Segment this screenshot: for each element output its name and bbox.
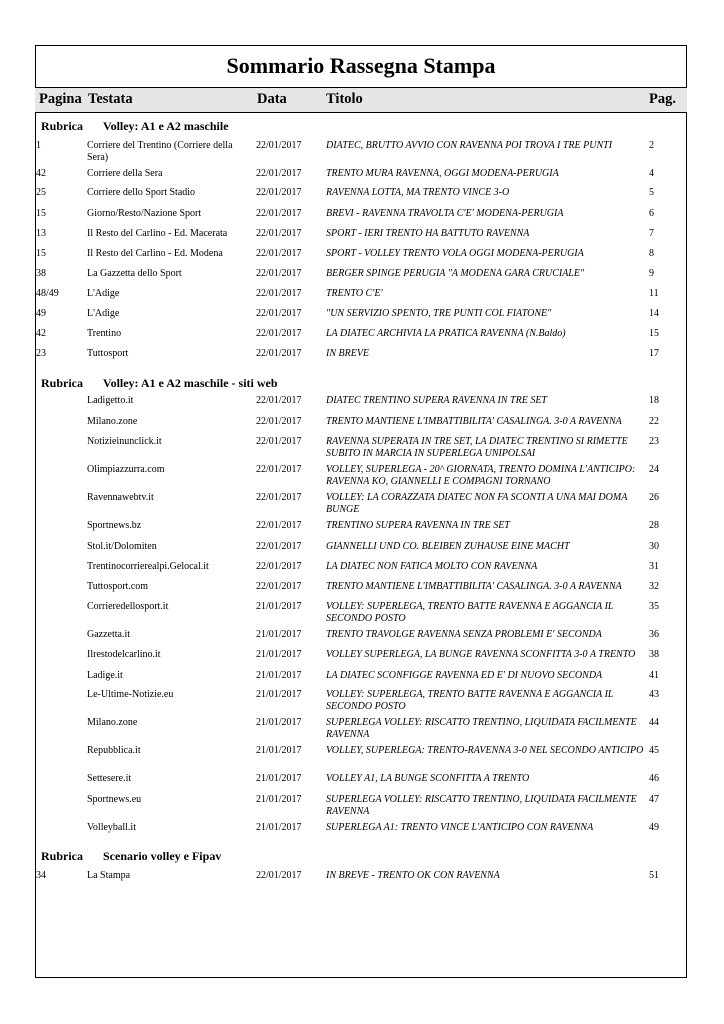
cell-titolo: SPORT - VOLLEY TRENTO VOLA OGGI MODENA-PERUGIA (326, 248, 584, 259)
cell-titolo: VOLLEY, SUPERLEGA - 20^ GIORNATA, TRENTO DOMINA L'ANTICIPO: RAVENNA KO, GIANNELLI E COMPAGNI TORNANO (326, 464, 636, 487)
cell-pag: 26 (649, 492, 659, 503)
cell-data: 21/01/2017 (256, 629, 302, 640)
cell-testata: Ladigetto.it (87, 395, 134, 406)
cell-pag: 8 (649, 248, 654, 259)
cell-titolo: LA DIATEC ARCHIVIA LA PRATICA RAVENNA (N.Baldo) (326, 328, 566, 339)
cell-testata: L'Adige (87, 308, 120, 319)
cell-data: 21/01/2017 (256, 601, 302, 612)
cell-data: 22/01/2017 (256, 395, 302, 406)
cell-pagina: 42 (36, 168, 46, 179)
cell-pagina: 15 (36, 208, 46, 219)
rubrica-name: Volley: A1 e A2 maschile (103, 119, 229, 133)
cell-testata: Corriere dello Sport Stadio (87, 187, 196, 198)
cell-data: 22/01/2017 (256, 436, 302, 447)
cell-data: 22/01/2017 (256, 561, 302, 572)
cell-pag: 35 (649, 601, 659, 612)
cell-data: 21/01/2017 (256, 822, 302, 833)
table-header (35, 87, 687, 113)
cell-testata: Notizieinunclick.it (87, 436, 162, 447)
cell-data: 22/01/2017 (256, 541, 302, 552)
cell-testata: Ladige.it (87, 670, 123, 681)
cell-data: 21/01/2017 (256, 773, 302, 784)
cell-pag: 6 (649, 208, 654, 219)
cell-titolo: SUPERLEGA A1: TRENTO VINCE L'ANTICIPO CON RAVENNA (326, 822, 594, 833)
cell-pag: 2 (649, 140, 654, 151)
header-testata: Testata (88, 91, 133, 107)
cell-titolo: IN BREVE (326, 348, 370, 359)
cell-pagina: 49 (36, 308, 46, 319)
cell-data: 22/01/2017 (256, 187, 302, 198)
cell-data: 22/01/2017 (256, 288, 302, 299)
cell-pagina: 42 (36, 328, 46, 339)
cell-pag: 45 (649, 745, 659, 756)
cell-titolo: "UN SERVIZIO SPENTO, TRE PUNTI COL FIATONE" (326, 308, 552, 319)
cell-titolo: BERGER SPINGE PERUGIA "A MODENA GARA CRUCIALE" (326, 268, 585, 279)
cell-titolo: SUPERLEGA VOLLEY: RISCATTO TRENTINO, LIQUIDATA FACILMENTE RAVENNA (326, 794, 637, 817)
cell-data: 22/01/2017 (256, 228, 302, 239)
cell-titolo: VOLLEY A1, LA BUNGE SCONFITTA A TRENTO (326, 773, 530, 784)
cell-data: 21/01/2017 (256, 689, 302, 700)
cell-titolo: TRENTO MANTIENE L'IMBATTIBILITA' CASALINGA. 3-0 A RAVENNA (326, 416, 622, 427)
cell-pagina: 48/49 (36, 288, 59, 299)
cell-titolo: SUPERLEGA VOLLEY: RISCATTO TRENTINO, LIQUIDATA FACILMENTE RAVENNA (326, 717, 637, 740)
cell-data: 21/01/2017 (256, 745, 302, 756)
cell-testata: Milano.zone (87, 717, 138, 728)
header-data: Data (257, 91, 287, 107)
header-pag: Pag. (649, 91, 676, 107)
cell-pagina: 25 (36, 187, 46, 198)
cell-titolo: VOLLEY: SUPERLEGA, TRENTO BATTE RAVENNA E AGGANCIA IL SECONDO POSTO (326, 689, 614, 712)
cell-titolo: TRENTO C'E' (326, 288, 383, 299)
cell-pag: 7 (649, 228, 654, 239)
cell-testata: Sportnews.bz (87, 520, 142, 531)
cell-data: 22/01/2017 (256, 870, 302, 881)
header-pagina: Pagina (39, 91, 82, 107)
cell-titolo: GIANNELLI UND CO. BLEIBEN ZUHAUSE EINE MACHT (326, 541, 570, 552)
cell-pag: 30 (649, 541, 659, 552)
cell-pag: 32 (649, 581, 659, 592)
cell-pag: 38 (649, 649, 659, 660)
cell-testata: Trentinocorrierealpi.Gelocal.it (87, 561, 209, 572)
cell-testata: Ravennawebtv.it (87, 492, 154, 503)
cell-data: 22/01/2017 (256, 140, 302, 151)
cell-testata: Corriere del Trentino (Corriere della Sera) (87, 140, 233, 163)
cell-data: 21/01/2017 (256, 670, 302, 681)
cell-data: 22/01/2017 (256, 208, 302, 219)
cell-titolo: LA DIATEC NON FATICA MOLTO CON RAVENNA (326, 561, 538, 572)
cell-titolo: VOLLEY, SUPERLEGA: TRENTO-RAVENNA 3-0 NEL SECONDO ANTICIPO (326, 745, 644, 756)
cell-pagina: 15 (36, 248, 46, 259)
cell-titolo: DIATEC TRENTINO SUPERA RAVENNA IN TRE SET (326, 395, 547, 406)
cell-pag: 31 (649, 561, 659, 572)
cell-titolo: TRENTINO SUPERA RAVENNA IN TRE SET (326, 520, 510, 531)
cell-testata: Olimpiazzurra.com (87, 464, 165, 475)
cell-pagina: 13 (36, 228, 46, 239)
cell-testata: Le-Ultime-Notizie.eu (87, 689, 174, 700)
cell-pag: 15 (649, 328, 659, 339)
cell-titolo: DIATEC, BRUTTO AVVIO CON RAVENNA POI TROVA I TRE PUNTI (326, 140, 613, 151)
cell-pag: 46 (649, 773, 659, 784)
cell-data: 22/01/2017 (256, 308, 302, 319)
cell-testata: Repubblica.it (87, 745, 141, 756)
cell-pag: 24 (649, 464, 659, 475)
cell-testata: Il Resto del Carlino - Ed. Modena (87, 248, 223, 259)
cell-testata: Stol.it/Dolomiten (87, 541, 157, 552)
cell-testata: La Gazzetta dello Sport (87, 268, 182, 279)
rubrica-label: Rubrica (41, 119, 83, 133)
header-titolo: Titolo (326, 91, 363, 107)
cell-testata: L'Adige (87, 288, 120, 299)
cell-titolo: VOLLEY: SUPERLEGA, TRENTO BATTE RAVENNA E AGGANCIA IL SECONDO POSTO (326, 601, 614, 624)
cell-testata: Sportnews.eu (87, 794, 142, 805)
cell-pag: 51 (649, 870, 659, 881)
cell-data: 22/01/2017 (256, 464, 302, 475)
cell-data: 21/01/2017 (256, 649, 302, 660)
cell-pag: 18 (649, 395, 659, 406)
cell-pagina: 1 (36, 140, 41, 151)
cell-titolo: TRENTO MURA RAVENNA, OGGI MODENA-PERUGIA (326, 168, 559, 179)
cell-data: 22/01/2017 (256, 348, 302, 359)
cell-titolo: RAVENNA LOTTA, MA TRENTO VINCE 3-O (326, 187, 510, 198)
cell-titolo: TRENTO TRAVOLGE RAVENNA SENZA PROBLEMI E' SECONDA (326, 629, 602, 640)
cell-pag: 47 (649, 794, 659, 805)
cell-pag: 28 (649, 520, 659, 531)
cell-pag: 11 (649, 288, 659, 299)
cell-pag: 36 (649, 629, 659, 640)
cell-titolo: RAVENNA SUPERATA IN TRE SET, LA DIATEC TRENTINO SI RIMETTE SUBITO IN MARCIA IN SUPERLEGA UNIPOLSAI (326, 436, 628, 459)
cell-pag: 5 (649, 187, 654, 198)
cell-data: 21/01/2017 (256, 717, 302, 728)
cell-pag: 14 (649, 308, 659, 319)
cell-pag: 4 (649, 168, 654, 179)
cell-testata: La Stampa (87, 870, 131, 881)
cell-testata: Milano.zone (87, 416, 138, 427)
cell-titolo: TRENTO MANTIENE L'IMBATTIBILITA' CASALINGA. 3-0 A RAVENNA (326, 581, 622, 592)
cell-data: 22/01/2017 (256, 520, 302, 531)
cell-pagina: 34 (36, 870, 46, 881)
rubrica-name: Volley: A1 e A2 maschile - siti web (103, 376, 278, 390)
cell-testata: Volleyball.it (87, 822, 136, 833)
cell-pag: 22 (649, 416, 659, 427)
cell-titolo: BREVI - RAVENNA TRAVOLTA C'E' MODENA-PERUGIA (326, 208, 564, 219)
cell-data: 22/01/2017 (256, 168, 302, 179)
cell-pag: 49 (649, 822, 659, 833)
cell-data: 21/01/2017 (256, 794, 302, 805)
cell-pag: 44 (649, 717, 659, 728)
cell-testata: Corrieredellosport.it (87, 601, 169, 612)
cell-testata: Trentino (87, 328, 122, 339)
cell-pagina: 38 (36, 268, 46, 279)
rubrica-label: Rubrica (41, 376, 83, 390)
cell-pag: 9 (649, 268, 654, 279)
rubrica-name: Scenario volley e Fipav (103, 849, 222, 863)
cell-titolo: VOLLEY SUPERLEGA, LA BUNGE RAVENNA SCONFITTA 3-0 A TRENTO (326, 649, 636, 660)
cell-data: 22/01/2017 (256, 416, 302, 427)
cell-testata: Corriere della Sera (87, 168, 163, 179)
cell-testata: Ilrestodelcarlino.it (87, 649, 161, 660)
cell-pag: 41 (649, 670, 659, 681)
cell-testata: Tuttosport (87, 348, 129, 359)
cell-testata: Gazzetta.it (87, 629, 131, 640)
cell-pagina: 23 (36, 348, 46, 359)
cell-pag: 43 (649, 689, 659, 700)
cell-testata: Giorno/Resto/Nazione Sport (87, 208, 202, 219)
page-title: Sommario Rassegna Stampa (226, 53, 496, 78)
cell-titolo: LA DIATEC SCONFIGGE RAVENNA ED E' DI NUOVO SECONDA (326, 670, 603, 681)
cell-pag: 23 (649, 436, 659, 447)
cell-titolo: VOLLEY: LA CORAZZATA DIATEC NON FA SCONTI A UNA MAI DOMA BUNGE (326, 492, 628, 515)
cell-testata: Tuttosport.com (87, 581, 149, 592)
cell-data: 22/01/2017 (256, 248, 302, 259)
cell-titolo: SPORT - IERI TRENTO HA BATTUTO RAVENNA (326, 228, 530, 239)
cell-testata: Il Resto del Carlino - Ed. Macerata (87, 228, 228, 239)
cell-pag: 17 (649, 348, 659, 359)
cell-testata: Settesere.it (87, 773, 132, 784)
cell-titolo: IN BREVE - TRENTO OK CON RAVENNA (326, 870, 500, 881)
rubrica-label: Rubrica (41, 849, 83, 863)
cell-data: 22/01/2017 (256, 581, 302, 592)
cell-data: 22/01/2017 (256, 492, 302, 503)
cell-data: 22/01/2017 (256, 268, 302, 279)
cell-data: 22/01/2017 (256, 328, 302, 339)
